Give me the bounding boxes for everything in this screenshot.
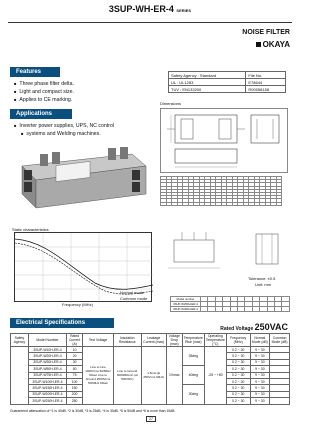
col-frequency: Frequency (MHz) xyxy=(226,334,250,347)
dimension-drawing-svg xyxy=(161,109,289,174)
current-cell: 50 xyxy=(67,366,83,372)
current-cell: 10 xyxy=(67,347,83,353)
leakage-cell: 1.5mA (at 250Vrms 60Hz) xyxy=(141,347,166,405)
legend-common: Common mode xyxy=(120,296,148,301)
file-cell: E78644 xyxy=(246,79,286,86)
temp-rise-cell: 35deg xyxy=(182,347,204,366)
normal-cell: 9 ~ 30 xyxy=(250,353,270,359)
normal-cell: 9 ~ 30 xyxy=(250,359,270,365)
model-dimension-table xyxy=(170,296,290,312)
normal-cell: 9 ~ 30 xyxy=(250,398,270,404)
current-cell: 100 xyxy=(67,378,83,384)
model-cell: 3SUP-W75H-ER-4 xyxy=(28,372,66,378)
freq-cell: 0.2 ~ 30 xyxy=(226,391,250,397)
file-col-header: File No. xyxy=(246,72,286,79)
normal-cell: 9 ~ 30 xyxy=(250,378,270,384)
side-drawing-svg xyxy=(250,230,288,274)
safety-cell xyxy=(11,347,29,405)
freq-cell: 0.2 ~ 30 xyxy=(226,398,250,404)
freq-cell: 0.2 ~ 30 xyxy=(226,378,250,384)
current-cell: 30 xyxy=(67,359,83,365)
model-cell: 3SUP-W200H-ER-4 xyxy=(28,391,66,397)
product-photo xyxy=(12,146,150,218)
page-title xyxy=(0,4,300,14)
col-insulation: Insulation Resistance xyxy=(114,334,141,347)
series-suffix: SERIES xyxy=(176,8,192,13)
filter-image xyxy=(12,146,150,218)
okaya-mark-icon xyxy=(256,42,261,47)
feature-item: ■ Applies to CE marking. xyxy=(14,96,74,104)
safety-agency-table xyxy=(168,71,286,93)
model-cell: 3SUP-W10H-ER-4 xyxy=(28,347,66,353)
freq-cell: 0.2 ~ 30 xyxy=(226,366,250,372)
current-cell: 200 xyxy=(67,391,83,397)
tolerance-note: Tolerance: ±0.5 xyxy=(248,276,276,281)
model-row-name: 3SUP-W300H-ER-4 xyxy=(171,307,201,312)
col-operating-temp: Operating Temperature (°C) xyxy=(205,334,225,346)
freq-cell: 0.2 ~ 30 xyxy=(226,385,250,391)
col-current: Rated Current (A) xyxy=(67,334,83,347)
current-cell: 20 xyxy=(67,353,83,359)
freq-cell: 0.2 ~ 30 xyxy=(226,359,250,365)
side-drawing xyxy=(250,230,288,274)
normal-cell: 9 ~ 30 xyxy=(250,391,270,397)
freq-cell: 0.2 ~ 30 xyxy=(226,347,250,353)
insulation-cell: Line to Ground 6000MΩmin (at 500VDC) xyxy=(114,347,141,405)
dimension-drawing xyxy=(160,108,288,173)
features-list xyxy=(14,80,74,104)
model-table-header: Model number xyxy=(171,297,201,302)
feature-item: ■ Light and compact size. xyxy=(14,88,74,96)
model-row-name: 3SUP-W250H-ER-4 xyxy=(171,302,201,307)
normal-cell: 9 ~ 30 xyxy=(250,366,270,372)
application-item: ■ Inverter power supplies, UPS, NC control xyxy=(14,122,114,130)
guarantee-note: Guaranteed attenuation of *1 is 40dB, *2 is 30dB, *3 is 25dB, *4 is 30dB, *5 is 50dB and *6 is more than 15dB. xyxy=(10,409,176,413)
col-leakage: Leakage Current (max) xyxy=(141,334,166,347)
model-cell: 3SUP-W100H-ER-4 xyxy=(28,378,66,384)
common-cell xyxy=(270,398,290,404)
normal-cell: 9 ~ 30 xyxy=(250,385,270,391)
temp-rise-cell: 30deg xyxy=(182,385,204,404)
rated-voltage-value: 250VAC xyxy=(254,322,288,332)
static-chart-label: Static characteristics xyxy=(12,227,49,232)
legend-normal: Normal mode xyxy=(120,290,145,295)
safety-col-header: Safety Agency : Standard xyxy=(169,72,246,79)
title-text: 3SUP-WH-ER-4 xyxy=(108,4,174,14)
brand-name: OKAYA xyxy=(262,40,290,49)
features-heading: Features xyxy=(10,67,60,77)
model-cell: 3SUP-W30H-ER-4 xyxy=(28,359,66,365)
unit-note: Unit: mm xyxy=(255,282,271,287)
application-item-cont: ■ systems and Welding machines. xyxy=(14,130,114,138)
terminal-drawing xyxy=(168,230,238,274)
electrical-heading: Electrical Specifications xyxy=(10,318,114,328)
file-cell: R00058158 xyxy=(246,86,286,93)
col-temp-rise: Temperature Rise (max) xyxy=(182,334,204,347)
col-test-voltage: Test Voltage xyxy=(83,334,114,347)
test-voltage-cell: Line to Line 1000Vrms 50/60Hz 60sec Line to Ground 2500Vrms 50/60Hz 60sec xyxy=(83,347,114,405)
electrical-spec-table xyxy=(10,333,290,405)
applications-list xyxy=(14,122,114,138)
col-normal-mode: Normal Mode (dB) xyxy=(250,334,270,347)
header-divider xyxy=(8,22,292,23)
current-cell: 150 xyxy=(67,385,83,391)
model-cell: 3SUP-W20H-ER-4 xyxy=(28,353,66,359)
current-cell: 250 xyxy=(67,398,83,404)
col-safety: Safety Agency xyxy=(11,334,29,347)
temp-rise-cell: 40deg xyxy=(182,366,204,385)
page-number: 27 xyxy=(146,416,156,422)
model-cell: 3SUP-W50H-ER-4 xyxy=(28,366,66,372)
feature-item: ■ Three phase filter delta. xyxy=(14,80,74,88)
current-cell: 75 xyxy=(67,372,83,378)
col-voltage-drop: Voltage Drop (max) xyxy=(166,334,182,347)
col-common-mode: Common Mode (dB) xyxy=(270,334,290,347)
applications-heading: Applications xyxy=(10,109,72,119)
model-cell: 3SUP-W150H-ER-4 xyxy=(28,385,66,391)
normal-cell: 9 ~ 30 xyxy=(250,347,270,353)
terminal-drawing-svg xyxy=(168,230,238,274)
model-cell: 3SUP-W250H-ER-4 xyxy=(28,398,66,404)
safety-cell: UL : UL1283 xyxy=(169,79,246,86)
frequency-axis-label: Frequency (MHz) xyxy=(62,302,93,307)
normal-cell: 9 ~ 30 xyxy=(250,372,270,378)
rated-voltage xyxy=(220,322,288,332)
operating-temp-cell: -25 ~ +80 xyxy=(204,347,226,405)
col-model: Model Number xyxy=(28,334,66,347)
freq-cell: 0.2 ~ 30 xyxy=(226,372,250,378)
dimensions-label: Dimensions xyxy=(160,101,181,106)
brand-logo xyxy=(256,40,290,49)
voltage-drop-cell: 1Vmax xyxy=(166,347,182,405)
freq-cell: 0.2 ~ 30 xyxy=(226,353,250,359)
safety-cell: TUV : EN133200 xyxy=(169,86,246,93)
rated-voltage-label: Rated Voltage xyxy=(220,326,254,332)
dimension-table xyxy=(160,176,282,206)
section-name: NOISE FILTER xyxy=(242,29,290,36)
